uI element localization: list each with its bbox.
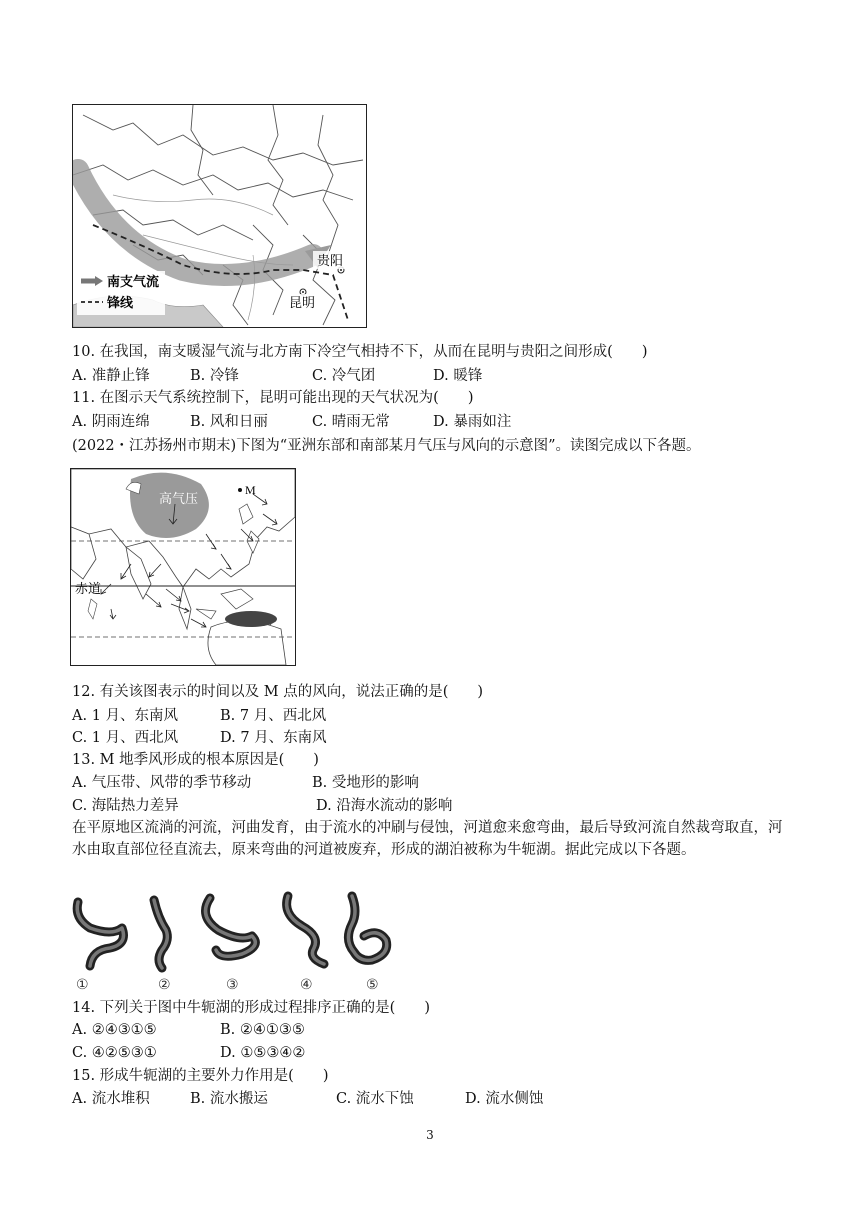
- q10-option-b[interactable]: B. 冷锋: [190, 368, 239, 384]
- q11-option-c[interactable]: C. 晴雨无常: [312, 414, 390, 430]
- q13-option-d[interactable]: D. 沿海水流动的影响: [316, 798, 453, 814]
- label-high-pressure: 高气压: [159, 491, 199, 506]
- map-southwest-china: [72, 104, 367, 328]
- q15-option-d[interactable]: D. 流水侧蚀: [465, 1091, 544, 1107]
- q15-option-b[interactable]: B. 流水搬运: [190, 1091, 268, 1107]
- river-label-1: ①: [76, 977, 89, 993]
- label-m: M: [245, 483, 256, 497]
- q14-option-a[interactable]: A. ②④③①⑤: [72, 1022, 157, 1038]
- q14-stem: 14. 下列关于图中牛轭湖的形成过程排序正确的是( ): [72, 1000, 430, 1016]
- q11-option-d[interactable]: D. 暴雨如注: [433, 414, 512, 430]
- label-equator: 赤道: [75, 581, 102, 596]
- q11-option-a[interactable]: A. 阴雨连绵: [72, 414, 150, 430]
- q12-option-c[interactable]: C. 1 月、西北风: [72, 730, 179, 746]
- map-asia-pressure: [70, 468, 296, 666]
- q11-stem: 11. 在图示天气系统控制下，昆明可能出现的天气状况为( ): [72, 390, 474, 406]
- q12-option-b[interactable]: B. 7 月、西北风: [220, 708, 327, 724]
- q13-option-b[interactable]: B. 受地形的影响: [312, 775, 419, 791]
- q13-option-a[interactable]: A. 气压带、风带的季节移动: [72, 775, 252, 791]
- river-label-4: ④: [300, 977, 313, 993]
- label-guiyang: 贵阳: [317, 253, 344, 268]
- intro-oxbow-lake: 在平原地区流淌的河流，河曲发育，由于流水的冲刷与侵蚀，河道愈来愈弯曲，最后导致河流自然裁弯取直，河水由取直部位径直流去，原来弯曲的河道被废弃，形成的湖泊被称为牛轭湖。据此完成以下各题。: [72, 820, 783, 858]
- q13-stem: 13. M 地季风形成的根本原因是( ): [72, 752, 319, 768]
- map-asia-pressure-svg: [71, 469, 295, 665]
- q10-option-a[interactable]: A. 准静止锋: [72, 368, 150, 384]
- q12-stem: 12. 有关该图表示的时间以及 M 点的风向，说法正确的是( ): [72, 684, 484, 700]
- q12-option-d[interactable]: D. 7 月、东南风: [220, 730, 327, 746]
- label-kunming: 昆明: [289, 295, 316, 310]
- map-southwest-china-svg: [73, 105, 366, 327]
- intro-asia-monsoon: (2022・江苏扬州市期末)下图为“亚洲东部和南部某月气压与风向的示意图”。读图完成以下各题。: [72, 438, 701, 454]
- q10-option-c[interactable]: C. 冷气团: [312, 368, 376, 384]
- q14-option-d[interactable]: D. ①⑤③④②: [220, 1045, 306, 1061]
- q11-option-b[interactable]: B. 风和日丽: [190, 414, 268, 430]
- river-label-5: ⑤: [366, 977, 379, 993]
- river-meander-figure: [70, 888, 420, 994]
- legend-flow-label: 南支气流: [107, 274, 160, 289]
- river-label-3: ③: [226, 977, 239, 993]
- q12-option-a[interactable]: A. 1 月、东南风: [72, 708, 179, 724]
- page-number: 3: [426, 1128, 434, 1142]
- q15-option-c[interactable]: C. 流水下蚀: [336, 1091, 414, 1107]
- q13-option-c[interactable]: C. 海陆热力差异: [72, 798, 179, 814]
- river-meander-svg: [70, 888, 420, 994]
- q10-stem: 10. 在我国，南支暖湿气流与北方南下冷空气相持不下，从而在昆明与贵阳之间形成( ): [72, 344, 648, 360]
- river-label-2: ②: [158, 977, 171, 993]
- q14-option-c[interactable]: C. ④②⑤③①: [72, 1045, 157, 1061]
- q10-option-d[interactable]: D. 暖锋: [433, 368, 483, 384]
- q15-stem: 15. 形成牛轭湖的主要外力作用是( ): [72, 1068, 329, 1084]
- legend-front-label: 锋线: [107, 295, 134, 310]
- q14-option-b[interactable]: B. ②④①③⑤: [220, 1022, 305, 1038]
- q15-option-a[interactable]: A. 流水堆积: [72, 1091, 150, 1107]
